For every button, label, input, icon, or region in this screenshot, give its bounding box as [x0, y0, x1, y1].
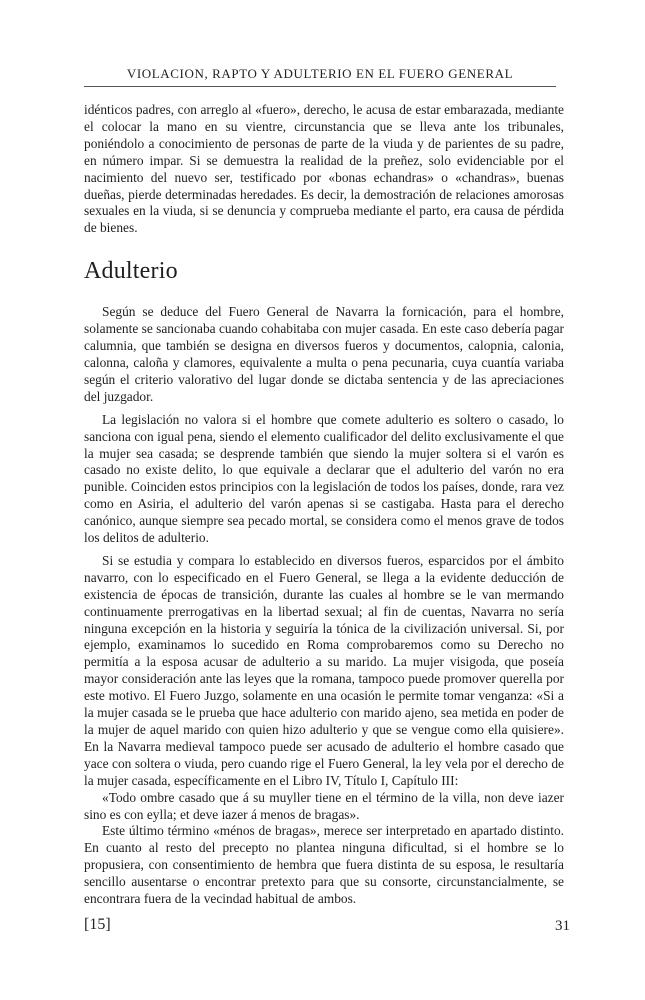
closing-paragraph: Este último término «ménos de bragas», merece ser interpretado en apartado distinto. En cuanto al resto del precepto no plantea ninguna dificultad, si el hombre se lo propusiera, con consentimiento de hembra que fuera distinta de su esposa, le resultaría sencillo ausentarse o encontrar pretexto para que su consorte, circunstancialmente, se encontrara fuera de la vecindad habitual de ambos.: [84, 823, 564, 907]
body-text: [84, 102, 564, 908]
body-paragraph-3: Si se estudia y compara lo establecido en diversos fueros, esparcidos por el ámbito navarro, con lo especificado en el Fuero General, se llega a la evidente deducción de existencia de épocas de transición, durante las cuales al hombre se le van mermando continuamente prerrogativas en la libertad sexual; al fin de cuentas, Navarra no sería ninguna excepción en la historia y seguiría la tónica de la civilización universal. Si, por ejemplo, examinamos lo sucedido en Roma comprobaremos como su Derecho no permitía a la esposa acusar de adulterio a su marido. La mujer visigoda, que poseía mayor consideración ante las leyes que la romana, tampoco puede promover querella por este motivo. El Fuero Juzgo, solamente en una ocasión le permite tomar venganza: «Si a la mujer casada se le prueba que hace adulterio con marido ajeno, sea metida en poder de la mujer de aquel marido con quien hizo adulterio y que se vengue como ella quisiere». En la Navarra medieval tampoco puede ser acusado de adulterio el hombre casado que yace con soltera o viuda, pero cuando rige el Fuero General, la ley vela por el derecho de la mujer casada, específicamente en el Libro IV, Título I, Capítulo III:: [84, 552, 564, 788]
folio-bracketed: [15]: [84, 916, 111, 933]
body-paragraph-2: La legislación no valora si el hombre que comete adulterio es soltero o casado, lo sanciona con igual pena, siendo el elemento cualificador del delito exclusivamente el que la mujer sea casada; se desprende también que siendo la mujer soltera si el varón es casado no existe delito, lo que equivale a declarar que el adulterio del varón no era punible. Coinciden estos principios con la legislación de todos los países, donde, rara vez como en Asiria, el adulterio del varón apenas si se castigaba. Hasta para el derecho canónico, aunque siempre sea pecado mortal, se considera como el menos grave de todos los delitos de adulterio.: [84, 411, 564, 546]
page-number: 31: [555, 918, 570, 934]
fuero-quotation: «Todo ombre casado que á su muyller tiene en el término de la villa, non deve iazer sino es con eylla; et deve iazer á menos de bragas».: [84, 789, 564, 822]
section-title: Adulterio: [84, 258, 178, 285]
running-head: VIOLACION, RAPTO Y ADULTERIO EN EL FUERO GENERAL: [126, 66, 514, 81]
body-paragraph-1: Según se deduce del Fuero General de Navarra la fornicación, para el hombre, solamente se sancionaba cuando cohabitaba con mujer casada. En este caso debería pagar calumnia, que también se designa en diversos fueros y documentos, calopnia, calonia, calonna, caloña y clamores, equivalente a multa o pena pecunaria, cuya cuantía variaba según el criterio valorativo del lugar donde se dictaba sentencia y de las apreciaciones del juzgador.: [84, 304, 564, 404]
header-rule: [84, 86, 556, 87]
opening-paragraph: idénticos padres, con arreglo al «fuero», derecho, le acusa de estar embarazada, mediante el colocar la mano en su vientre, circunstancia que se lleva ante los tribunales, poniéndolo a conocimiento de personas de parte de la viuda y de parientes de su padre, en número impar. Si se demuestra la realidad de la preñez, solo evidenciable por el nacimiento del nuevo ser, testificado por «bonas echandras» o «chandras», buenas dueñas, pierde determinadas heredades. Es decir, la demostración de relaciones amorosas sexuales en la viuda, si se denuncia y comprueba mediante el parto, era causa de pérdida de bienes.: [84, 102, 564, 236]
